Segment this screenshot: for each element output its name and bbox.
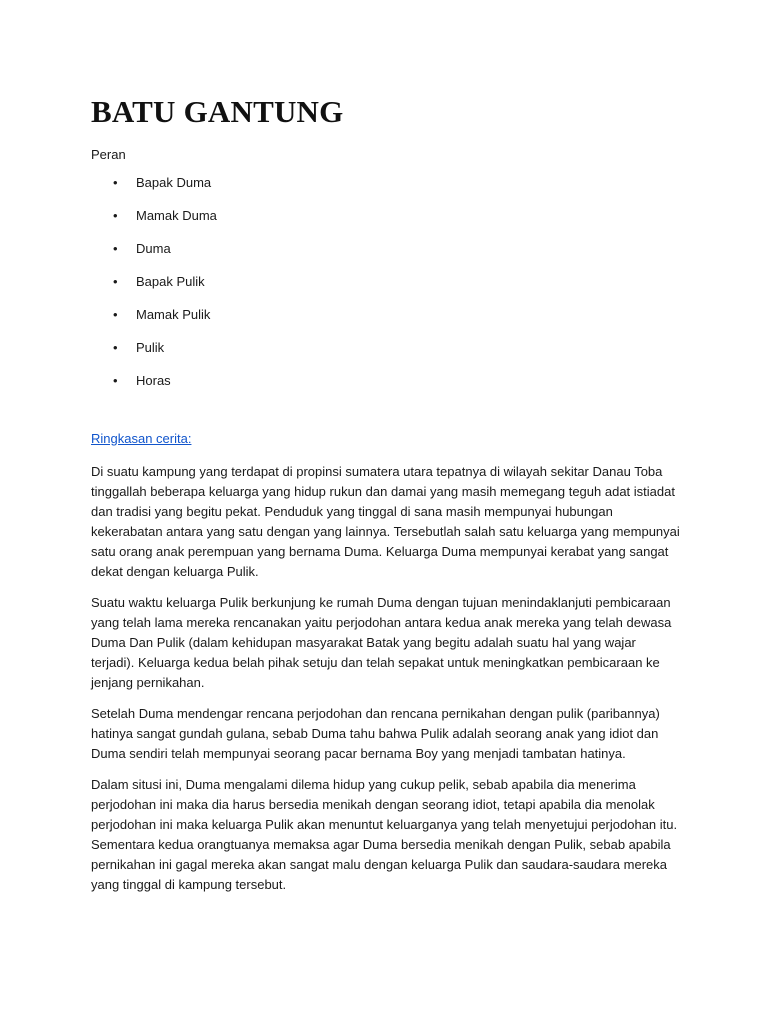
- summary-paragraph-3: Setelah Duma mendengar rencana perjodohan dan rencana pernikahan dengan pulik (paribannya) hatinya sangat gundah gulana, sebab Duma tahu bahwa Pulik adalah seorang anak yang idiot dan Duma sendiri telah mempunyai seorang pacar bernama Boy yang menjadi tambatan hatinya.: [91, 706, 660, 761]
- list-item: [91, 273, 691, 291]
- role-name: Pulik: [136, 340, 165, 355]
- roles-label: Peran: [91, 147, 126, 162]
- list-item: [91, 240, 691, 258]
- document-title: BATU GANTUNG: [91, 94, 344, 129]
- summary-paragraph-1: Di suatu kampung yang terdapat di propinsi sumatera utara tepatnya di wilayah sekitar Danau Toba tinggallah beberapa keluarga yang hidup rukun dan damai yang masih memegang teguh adat istiadat dan tradisi yang begitu pekat. Penduduk yang tinggal di sana masih mempunyai hubungan kekerabatan antara yang satu dengan yang lainnya. Tersebutlah salah satu keluarga yang mempunyai satu orang anak perempuan yang bernama Duma. Keluarga Duma mempunyai kerabat yang sangat dekat dengan keluarga Pulik.: [91, 464, 680, 579]
- summary-paragraph-2: Suatu waktu keluarga Pulik berkunjung ke rumah Duma dengan tujuan menindaklanjuti pembicaraan yang telah lama mereka rencanakan yaitu perjodohan antara kedua anak mereka yang telah dewasa Duma Dan Pulik (dalam kehidupan masyarakat Batak yang begitu adalah suatu hal yang wajar terjadi). Keluarga kedua belah pihak setuju dan telah sepakat untuk meningkatkan pembicaraan ke jenjang pernikahan.: [91, 595, 672, 690]
- list-item: [91, 174, 691, 192]
- bullet-icon: •: [113, 175, 118, 190]
- list-item: [91, 339, 691, 357]
- summary-paragraph-4: Dalam situsi ini, Duma mengalami dilema hidup yang cukup pelik, sebab apabila dia menerima perjodohan ini maka dia harus bersedia menikah dengan seorang idiot, tetapi apabila dia menolak perjodohan ini maka keluarga Pulik akan menuntut keluarganya yang telah menyetujui perjodohan itu. Sementara kedua orangtuanya memaksa agar Duma bersedia menikah dengan Pulik, sebab apabila pernikahan ini gagal mereka akan sangat malu dengan keluarga Pulik dan saudara-saudara mereka yang tinggal di kampung tersebut.: [91, 777, 678, 892]
- list-item: [91, 306, 691, 324]
- bullet-icon: •: [113, 340, 118, 355]
- role-name: Duma: [136, 241, 171, 256]
- bullet-icon: •: [113, 307, 118, 322]
- role-name: Mamak Pulik: [136, 307, 211, 322]
- role-name: Bapak Duma: [136, 175, 212, 190]
- list-item: [91, 207, 691, 225]
- list-item: [91, 372, 691, 390]
- document-page: [91, 92, 691, 906]
- summary-link[interactable]: Ringkasan cerita:: [91, 431, 192, 446]
- bullet-icon: •: [113, 241, 118, 256]
- bullet-icon: •: [113, 274, 118, 289]
- roles-list: [91, 174, 691, 390]
- role-name: Bapak Pulik: [136, 274, 205, 289]
- bullet-icon: •: [113, 373, 118, 388]
- bullet-icon: •: [113, 208, 118, 223]
- role-name: Mamak Duma: [136, 208, 217, 223]
- role-name: Horas: [136, 373, 171, 388]
